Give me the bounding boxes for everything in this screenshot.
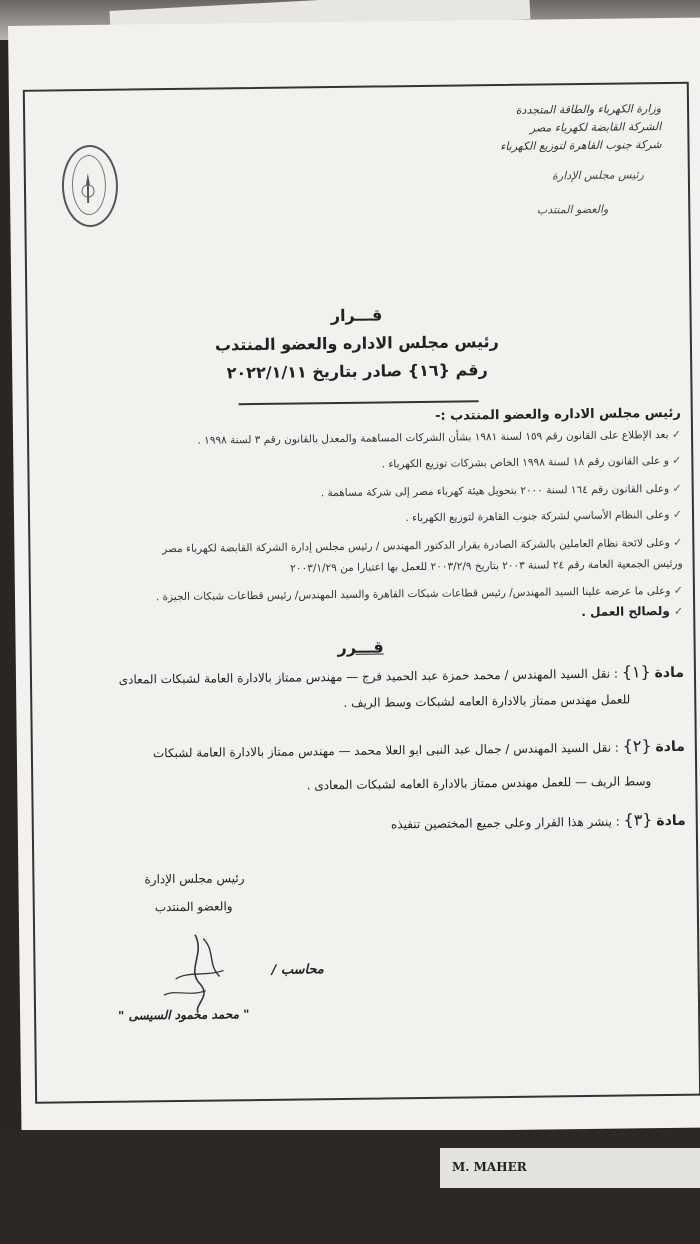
preamble-item: ✓ وعلى القانون رقم ١٦٤ لسنة ٢٠٠٠ بتحويل هيئة كهرباء مصر إلى شركة مساهمة .	[320, 481, 682, 500]
title-underline	[239, 400, 479, 405]
article-text: : ينشر هذا القرار وعلى جميع المختصين تنفيذه	[390, 814, 620, 832]
check-icon: ✓	[671, 427, 682, 441]
header-ministry: وزارة الكهرباء والطاقة المتجددة	[515, 102, 662, 117]
check-icon: ✓	[673, 535, 683, 549]
signature-title-chairman: رئيس مجلس الإدارة	[144, 871, 245, 887]
preamble-item: ✓ و على القانون رقم ١٨ لسنة ١٩٩٨ الخاص بشركات توزيع الكهرباء .	[381, 453, 682, 471]
handwritten-signature	[145, 924, 256, 1015]
signatory-name: " محمد محمود السيسى "	[118, 1007, 250, 1023]
document-content	[25, 84, 695, 1098]
article-1	[119, 662, 684, 688]
check-icon: ✓	[673, 583, 684, 597]
article-1-continued: للعمل مهندس ممتاز بالادارة العامه لشبكات وسط الريف .	[343, 692, 631, 710]
preamble-item: ✓ وعلى لائحة نظام العاملين بالشركة الصادرة بقرار الدكتور المهندس / رئيس مجلس إدارة الشركة القابضة لكهرباء مصر	[162, 535, 683, 556]
article-text: : نقل السيد المهندس / جمال عبد النبى ابو العلا محمد — مهندس ممتاز بالادارة العامة لشبكات	[152, 740, 619, 761]
document-page	[8, 17, 700, 1135]
decision-number: رقم {١٦} صادر بتاريخ ٢٠٢٢/١/١١	[226, 360, 488, 383]
article-text: : نقل السيد المهندس / محمد حمزة عبد الحميد فرج — مهندس ممتاز بالادارة العامة لشبكات المعادى	[118, 666, 619, 687]
article-label: مادة	[654, 664, 685, 682]
decides-heading: قـــرر	[337, 637, 384, 658]
preamble-item: ✓ وعلى ما عرضه علينا السيد المهندس/ رئيس قطاعات شبكات القاهرة والسيد المهندس/ رئيس قطاعات شبكات الجيزة .	[155, 583, 684, 604]
decision-heading: قـــرار	[330, 305, 383, 326]
article-number: {٢}	[622, 736, 652, 756]
seal-icon	[72, 171, 104, 207]
preamble-item-continued: ورئيس الجمعية العامة رقم ٢٤ لسنة ٢٠٠٣ بتاريخ ٢٠٠٣/٢/٩ للعمل بها اعتبارا من ٢٠٠٣/١/٢٩	[290, 557, 683, 575]
article-number: {١}	[621, 662, 651, 682]
article-2-continued: وسط الريف — للعمل مهندس ممتاز بالادارة العامه لشبكات المعادى .	[306, 774, 652, 793]
preamble-closing: ✓ ولصالح العمل .	[581, 603, 684, 620]
article-number: {٣}	[623, 810, 653, 830]
article-label: مادة	[655, 738, 685, 756]
article-label: مادة	[656, 812, 686, 830]
preamble-heading: رئيس مجلس الاداره والعضو المنتدب :-	[434, 405, 681, 424]
check-icon: ✓	[672, 481, 682, 495]
check-icon: ✓	[672, 453, 682, 467]
check-icon: ✓	[672, 507, 683, 521]
signature-title-member: والعضو المنتدب	[154, 899, 233, 915]
issuer-heading: رئيس مجلس الاداره والعضو المنتدب	[214, 332, 499, 355]
preamble-item: ✓ وعلى النظام الأساسي لشركة جنوب القاهرة لتوزيع الكهرباء .	[405, 507, 683, 525]
article-2	[153, 736, 685, 761]
header-chairman: رئيس مجلس الإدارة	[552, 168, 644, 183]
name-card-label: M. MAHER	[452, 1160, 527, 1174]
preamble-item: ✓ بعد الإطلاع على القانون رقم ١٥٩ لسنة ١٩٨١ بشأن الشركات المساهمة والمعدل بالقانون رقم ٣ لسنة ١٩٩٨ .	[197, 427, 682, 447]
header-member: والعضو المنتدب	[536, 202, 609, 217]
header-holding: الشركة القابضة لكهرباء مصر	[529, 120, 662, 135]
header-company: شركة جنوب القاهرة لتوزيع الكهرباء	[500, 138, 662, 153]
accountant-title: محاسب /	[271, 962, 324, 978]
check-icon: ✓	[673, 604, 684, 618]
article-3	[391, 810, 686, 833]
